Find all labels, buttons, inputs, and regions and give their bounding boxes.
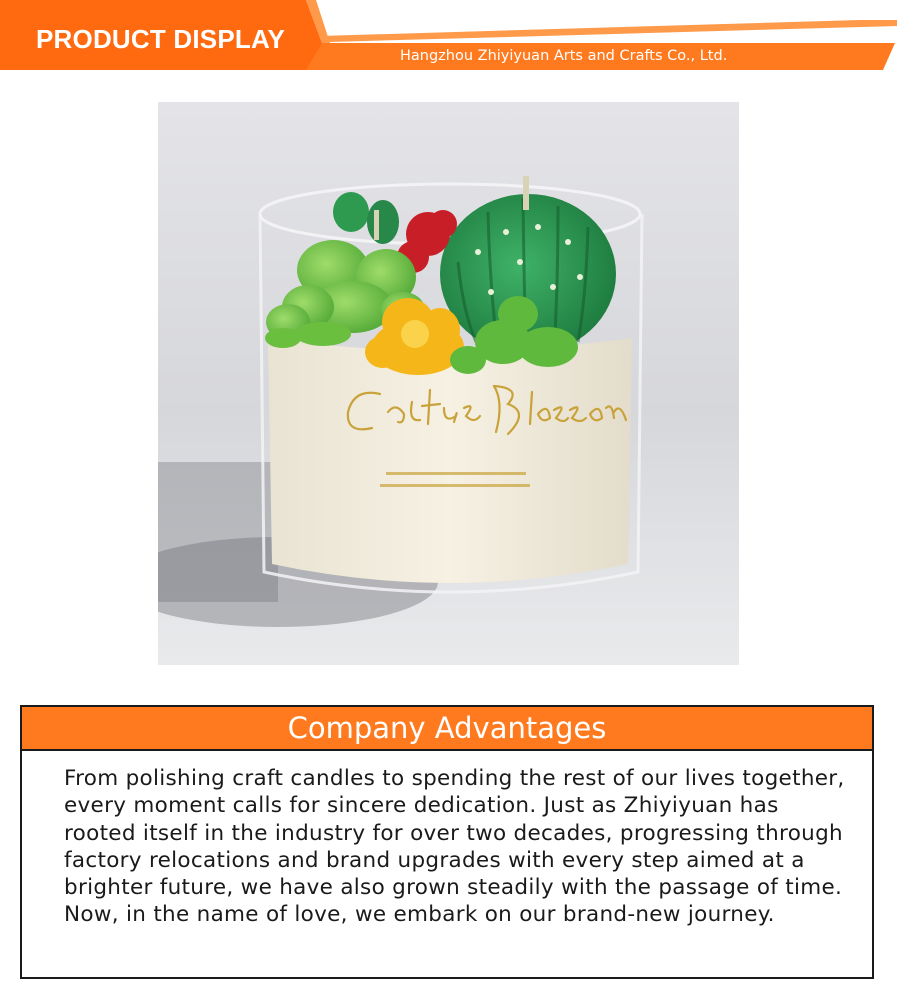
panel-header — [22, 707, 872, 751]
page-title: PRODUCT DISPLAY — [36, 24, 286, 54]
header-banner — [0, 0, 897, 80]
advantages-text: From polishing craft candles to spending the rest of our lives together, every moment calls for sincere dedication. Just as Zhiyiyuan has rooted itself in the industry for over two decades, progressing through factory relocations and brand upgrades with every step aimed at a brighter future, we have also grown steadily with the passage of time. Now, in the name of love, we embark on our brand-new journey. — [64, 766, 845, 928]
company-name: Hangzhou Zhiyiyuan Arts and Crafts Co., Ltd. — [400, 48, 728, 64]
company-advantages-panel — [20, 705, 874, 979]
product-photo — [158, 102, 739, 665]
section-title: Company Advantages — [287, 711, 607, 745]
